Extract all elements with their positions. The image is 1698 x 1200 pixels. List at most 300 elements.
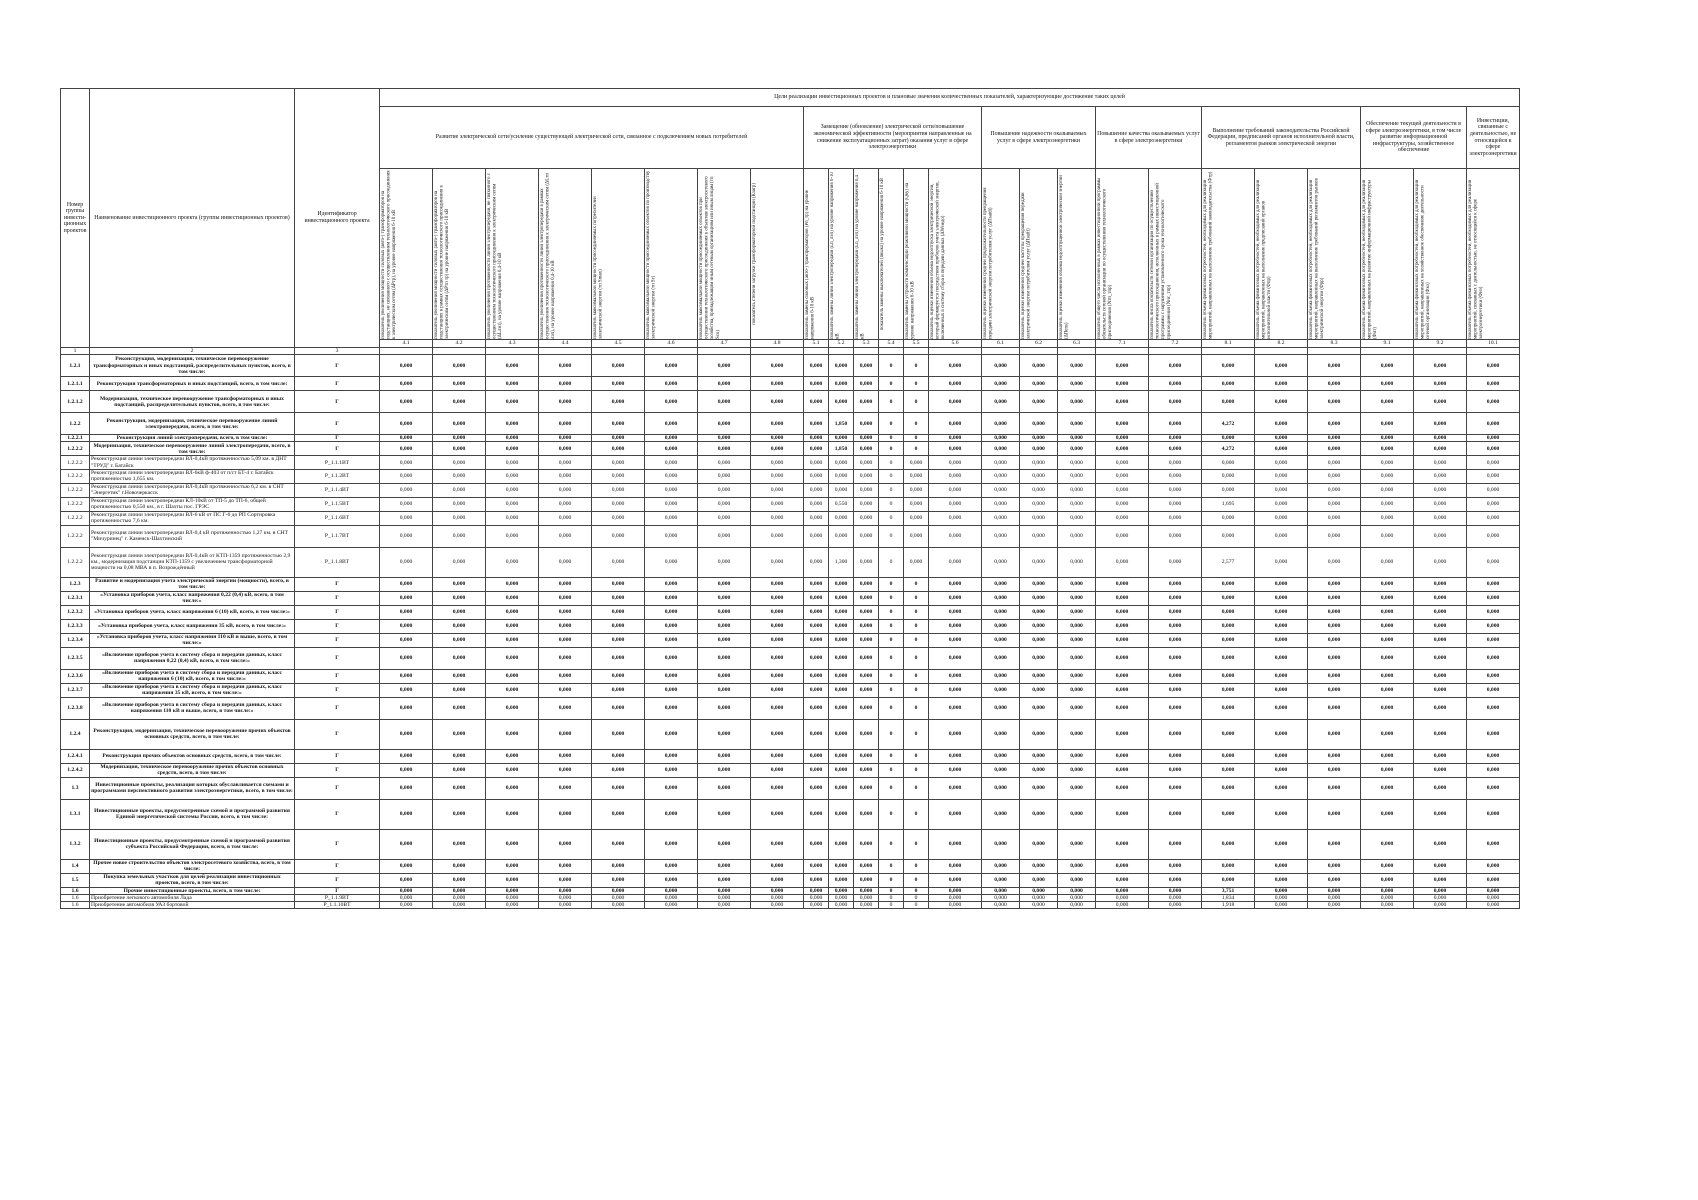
row-value: 0,000 (1414, 633, 1467, 647)
row-number: 1.6 (61, 902, 90, 909)
header-project-name: Наименование инвестиционного проекта (группы инвестиционных проектов) (90, 89, 295, 348)
row-value: 0,000 (982, 435, 1020, 442)
indicator-label: показатель оценки изменения объема недоотпуска электрической энергии, который формируется посредством приборов учета электрической энергии, включенных в систему сбора и передачи данных (ΔWнедо) (930, 181, 947, 339)
row-number: 1.3.1 (61, 799, 90, 829)
row-value: 0,000 (1361, 435, 1414, 442)
row-value: 0,000 (1361, 619, 1414, 633)
row-value: 0,000 (854, 377, 879, 391)
row-value: 0,000 (751, 456, 804, 469)
table-row (61, 442, 1520, 456)
row-value: 0,000 (486, 469, 539, 483)
row-value: 0,000 (1467, 547, 1520, 577)
row-value: 0,000 (1020, 859, 1058, 873)
row-value: 0,000 (982, 829, 1020, 859)
row-value: 0,000 (698, 647, 751, 669)
row-value: 0,000 (539, 511, 592, 525)
row-value: 0,000 (1467, 683, 1520, 697)
row-value: 0,000 (829, 525, 854, 547)
row-value: 0,000 (1202, 873, 1255, 887)
row-value: 0,000 (1414, 355, 1467, 377)
row-value: 0,000 (1255, 605, 1308, 619)
row-value: 0,000 (854, 391, 879, 413)
row-value: 0,000 (1202, 619, 1255, 633)
row-value: 0,000 (1202, 749, 1255, 763)
row-value: 0 (904, 697, 929, 719)
row-value: 0,000 (854, 633, 879, 647)
row-value: 0,000 (751, 591, 804, 605)
row-value: 0,000 (1096, 377, 1149, 391)
row-project-id: Г (295, 683, 380, 697)
row-value: 0,000 (982, 469, 1020, 483)
row-value: 0,000 (1308, 511, 1361, 525)
row-value: 0,000 (904, 483, 929, 497)
column-number-spacer (1308, 348, 1361, 355)
row-value: 0,000 (1149, 895, 1202, 902)
row-value: 0,000 (539, 859, 592, 873)
row-project-name: Модернизация, техническое перевооружение трансформаторных и иных подстанций, распределительных пунктов, всего, в том числе: (90, 391, 295, 413)
row-value: 0,000 (1308, 469, 1361, 483)
row-value: 0,000 (592, 525, 645, 547)
row-value: 0,000 (1467, 763, 1520, 777)
row-value: 0,000 (1058, 469, 1096, 483)
row-value: 0,000 (539, 605, 592, 619)
row-value: 0,000 (829, 895, 854, 902)
row-value: 0,000 (1255, 497, 1308, 511)
row-value: 0,000 (486, 683, 539, 697)
row-value: 0,000 (1020, 669, 1058, 683)
row-value: 0,000 (1058, 873, 1096, 887)
row-value: 0,000 (1058, 547, 1096, 577)
indicator-label: показатель объема финансовых потребностей, необходимых для реализации мероприятий, направленных на хозяйственное обеспечение деятельности сетевой организации (Фхо) (1415, 179, 1432, 339)
row-project-name: Реконструкция линии электропередачи ВЛ-0,4кВ протяженностью 6,2 км. в СНТ "Энергетик" г.Новочеркасск (90, 483, 295, 497)
row-value: 0,000 (854, 456, 879, 469)
indicator-number: 5.1 (804, 340, 829, 348)
row-value: 0,000 (380, 591, 433, 605)
row-value: 0,000 (804, 355, 829, 377)
indicator-number: 8.1 (1202, 340, 1255, 348)
row-project-name: «Включение приборов учета в систему сбора и передачи данных, класс напряжения 110 кВ и выше, всего, в том числе:» (90, 697, 295, 719)
row-value: 0,000 (433, 749, 486, 763)
row-project-name: «Установка приборов учета, класс напряжения 110 кВ и выше, всего, в том числе:» (90, 633, 295, 647)
row-value: 0 (879, 763, 904, 777)
row-value: 0,000 (539, 895, 592, 902)
table-row (61, 669, 1520, 683)
row-project-name: Инвестиционные проекты, предусмотренные схемой и программой развития Единой энергетической системы России, всего, в том числе: (90, 799, 295, 829)
row-value: 0,000 (929, 525, 982, 547)
row-value: 0,000 (1361, 719, 1414, 749)
row-value: 0,000 (698, 799, 751, 829)
row-value: 0,000 (592, 435, 645, 442)
row-value: 0,000 (1149, 902, 1202, 909)
row-value: 0,000 (1414, 902, 1467, 909)
row-project-id: P_1.1.8ВТ (295, 547, 380, 577)
row-value: 0,000 (1414, 873, 1467, 887)
row-value: 0,000 (929, 683, 982, 697)
row-value: 0,000 (1058, 483, 1096, 497)
row-value: 0,000 (1255, 547, 1308, 577)
indicator-header (1096, 169, 1149, 340)
row-project-id: Г (295, 355, 380, 377)
row-number: 1.2.2.2 (61, 547, 90, 577)
row-value: 0,000 (854, 895, 879, 902)
row-value: 0,000 (829, 355, 854, 377)
row-value: 0,000 (380, 777, 433, 799)
row-value: 0,000 (982, 483, 1020, 497)
row-value: 0,000 (486, 749, 539, 763)
row-value: 0,000 (1020, 697, 1058, 719)
row-value: 0,000 (1308, 435, 1361, 442)
row-value: 0,000 (592, 605, 645, 619)
row-value: 0,000 (486, 777, 539, 799)
table-row (61, 483, 1520, 497)
row-project-id: Г (295, 719, 380, 749)
table-row (61, 887, 1520, 894)
row-value: 0,000 (433, 647, 486, 669)
row-value: 0,000 (698, 413, 751, 435)
row-project-name: «Включение приборов учета в систему сбора и передачи данных, класс напряжения 35 кВ, всего, в том числе:» (90, 683, 295, 697)
row-value: 0,000 (804, 391, 829, 413)
row-value: 0,000 (539, 619, 592, 633)
row-value: 0,000 (1467, 605, 1520, 619)
row-value: 0,000 (982, 763, 1020, 777)
table-row (61, 413, 1520, 435)
row-value: 0,000 (1058, 829, 1096, 859)
row-value: 0,000 (854, 469, 879, 483)
indicator-number: 4.7 (698, 340, 751, 348)
table-row (61, 355, 1520, 377)
row-value: 0,000 (1255, 442, 1308, 456)
row-value: 0,000 (433, 377, 486, 391)
row-value: 0,000 (854, 591, 879, 605)
indicator-header (1020, 169, 1058, 340)
row-value: 0,000 (645, 619, 698, 633)
row-value: 0,000 (380, 511, 433, 525)
row-number: 1.2.2 (61, 413, 90, 435)
row-number: 1.2.3.4 (61, 633, 90, 647)
row-value: 0,000 (1058, 355, 1096, 377)
row-value: 0,000 (751, 633, 804, 647)
row-number: 1.2.3.5 (61, 647, 90, 669)
row-value: 0,000 (1020, 511, 1058, 525)
row-value: 0,000 (1255, 525, 1308, 547)
row-value: 0,000 (698, 873, 751, 887)
row-value: 0,000 (804, 763, 829, 777)
row-value: 0,000 (854, 719, 879, 749)
row-value: 0,000 (1308, 697, 1361, 719)
row-value: 0,000 (1361, 469, 1414, 483)
row-value: 0,000 (929, 435, 982, 442)
row-value: 0,000 (929, 577, 982, 591)
row-value: 0,000 (982, 859, 1020, 873)
row-value: 0,000 (929, 442, 982, 456)
row-project-name: «Включение приборов учета в систему сбора и передачи данных, класс напряжения 6 (10) кВ, всего, в том числе:» (90, 669, 295, 683)
row-value: 0,000 (592, 799, 645, 829)
row-value: 0,000 (1058, 697, 1096, 719)
row-value: 0,000 (645, 525, 698, 547)
row-value: 0,000 (929, 829, 982, 859)
row-value: 0,000 (1308, 887, 1361, 894)
row-value: 0,000 (380, 749, 433, 763)
row-value: 0,000 (1020, 377, 1058, 391)
row-value: 0,000 (1255, 456, 1308, 469)
row-value: 0,000 (1255, 697, 1308, 719)
row-value: 0,000 (982, 777, 1020, 799)
row-value: 0,000 (380, 633, 433, 647)
indicator-number: 6.1 (982, 340, 1020, 348)
row-value: 0,000 (1467, 895, 1520, 902)
column-number: 1 (61, 348, 90, 355)
row-value: 0,000 (1020, 799, 1058, 829)
row-value: 0,000 (1308, 525, 1361, 547)
row-value: 0,000 (433, 355, 486, 377)
row-value: 0,000 (1361, 577, 1414, 591)
row-value: 0 (904, 435, 929, 442)
row-value: 0,000 (1361, 697, 1414, 719)
row-value: 0,000 (592, 469, 645, 483)
row-value: 0,000 (486, 647, 539, 669)
row-value: 0,000 (1058, 391, 1096, 413)
row-value: 0,000 (1308, 683, 1361, 697)
row-value: 0,000 (1255, 669, 1308, 683)
row-value: 0,000 (645, 719, 698, 749)
row-value: 0,000 (904, 469, 929, 483)
row-value: 0,000 (751, 647, 804, 669)
row-value: 0,000 (1096, 483, 1149, 497)
row-value: 0,000 (433, 895, 486, 902)
indicator-label: показатель оценки изменения объема недоотпущенной электрической энергии (ΔПens) (1059, 175, 1070, 339)
column-number-spacer (1414, 348, 1467, 355)
row-number: 1.2.3.2 (61, 605, 90, 619)
row-value: 0,000 (1058, 525, 1096, 547)
row-value: 0,000 (1414, 763, 1467, 777)
row-value: 0,000 (804, 456, 829, 469)
row-project-name: Реконструкция трансформаторных и иных подстанций, всего, в том числе: (90, 377, 295, 391)
row-value: 0,000 (645, 697, 698, 719)
column-number-spacer (982, 348, 1020, 355)
row-value: 0,000 (854, 799, 879, 829)
row-value: 0,000 (1020, 902, 1058, 909)
row-value: 0,000 (854, 829, 879, 859)
row-project-name: «Установка приборов учета, класс напряжения 35 кВ, всего, в том числе:» (90, 619, 295, 633)
row-value: 0,000 (804, 483, 829, 497)
row-value: 0,000 (982, 697, 1020, 719)
row-project-id: Г (295, 829, 380, 859)
row-value: 0,000 (1361, 413, 1414, 435)
table-row (61, 391, 1520, 413)
row-value: 0,000 (486, 435, 539, 442)
row-value: 0,000 (380, 719, 433, 749)
row-value: 0,000 (1414, 377, 1467, 391)
row-value: 0,000 (1467, 497, 1520, 511)
row-value: 0,000 (645, 829, 698, 859)
row-value: 0,000 (1255, 719, 1308, 749)
row-value: 0,000 (804, 829, 829, 859)
row-value: 0,000 (804, 577, 829, 591)
row-value: 0,000 (539, 469, 592, 483)
row-value: 0,000 (1361, 605, 1414, 619)
row-value: 0,000 (804, 697, 829, 719)
row-value: 0 (879, 442, 904, 456)
row-value: 0,000 (1361, 873, 1414, 887)
row-value: 0,000 (929, 647, 982, 669)
row-value: 0,000 (592, 887, 645, 894)
indicator-number: 5.5 (904, 340, 929, 348)
row-number: 1.2.3.6 (61, 669, 90, 683)
column-number: 3 (295, 348, 380, 355)
indicator-label: показатель замены выключателей (nвыкл) на уровне напряжения 6-10 кВ (880, 177, 885, 331)
row-value: 0,000 (433, 413, 486, 435)
row-value: 0,000 (1308, 619, 1361, 633)
row-value: 0,000 (1149, 683, 1202, 697)
row-value: 0 (879, 859, 904, 873)
row-value: 0,000 (929, 669, 982, 683)
column-number-spacer (1149, 348, 1202, 355)
row-value: 0,000 (929, 619, 982, 633)
row-value: 0,000 (1149, 391, 1202, 413)
row-value: 0,000 (1020, 647, 1058, 669)
row-value: 0,000 (829, 697, 854, 719)
table-row (61, 435, 1520, 442)
row-value: 0,000 (380, 799, 433, 829)
row-value: 0,000 (539, 377, 592, 391)
row-value: 0,000 (829, 591, 854, 605)
row-value: 0,000 (1096, 435, 1149, 442)
row-value: 0,000 (929, 777, 982, 799)
row-project-name: Реконструкция, модернизация, техническое перевооружение прочих объектов основных средств, всего, в том числе: (90, 719, 295, 749)
row-value: 0,000 (592, 547, 645, 577)
row-value: 0,000 (486, 547, 539, 577)
row-value: 0,000 (539, 887, 592, 894)
row-value: 0,000 (380, 873, 433, 887)
row-value: 0,000 (1149, 497, 1202, 511)
row-value: 0,000 (539, 525, 592, 547)
row-project-id: Г (295, 887, 380, 894)
row-project-id: Г (295, 619, 380, 633)
row-project-name: Приобретение автомобиля УАЗ бортовой (90, 902, 295, 909)
row-value: 0,000 (854, 435, 879, 442)
row-value: 0,000 (698, 456, 751, 469)
investment-program-sheet (60, 88, 1520, 909)
column-number-spacer (1361, 348, 1414, 355)
row-value: 0,000 (1020, 547, 1058, 577)
row-value: 0,000 (1308, 799, 1361, 829)
row-project-id: P_1.1.7ВТ (295, 525, 380, 547)
row-value: 0 (904, 873, 929, 887)
row-value: 0,000 (380, 435, 433, 442)
row-value: 0 (879, 355, 904, 377)
row-value: 0,000 (539, 355, 592, 377)
table-row (61, 547, 1520, 577)
row-project-id: Г (295, 799, 380, 829)
indicator-number: 9.1 (1361, 340, 1414, 348)
row-value: 0,000 (1149, 873, 1202, 887)
row-value: 0,000 (433, 763, 486, 777)
row-value: 0,000 (929, 749, 982, 763)
row-value: 0,000 (854, 749, 879, 763)
row-value: 0,000 (1020, 413, 1058, 435)
row-value: 0,000 (1414, 887, 1467, 894)
row-value: 0,000 (433, 619, 486, 633)
row-value: 0,000 (1149, 469, 1202, 483)
indicator-header (433, 169, 486, 340)
row-value: 0,000 (380, 605, 433, 619)
row-value: 0,000 (829, 633, 854, 647)
row-value: 0,000 (804, 633, 829, 647)
row-value: 0,000 (1020, 577, 1058, 591)
row-value: 0,000 (486, 605, 539, 619)
row-value: 0,000 (982, 647, 1020, 669)
row-value: 0,000 (751, 577, 804, 591)
row-value: 0,000 (1255, 355, 1308, 377)
row-value: 0,000 (982, 887, 1020, 894)
row-value: 0,000 (982, 377, 1020, 391)
row-value: 0,000 (486, 895, 539, 902)
row-value: 0,000 (486, 859, 539, 873)
row-number: 1.3 (61, 777, 90, 799)
row-project-id: Г (295, 633, 380, 647)
row-number: 1.2.1 (61, 355, 90, 377)
row-value: 0,000 (804, 511, 829, 525)
indicator-header (879, 169, 904, 340)
row-value: 0,000 (1255, 859, 1308, 873)
row-number: 1.2.1.2 (61, 391, 90, 413)
row-value: 0,000 (1308, 377, 1361, 391)
row-value: 0 (879, 435, 904, 442)
row-value: 0,000 (804, 799, 829, 829)
indicator-number: 6.3 (1058, 340, 1096, 348)
row-value: 0,000 (1361, 895, 1414, 902)
row-value: 4,272 (1202, 413, 1255, 435)
row-value: 0,000 (698, 887, 751, 894)
row-value: 0,000 (751, 669, 804, 683)
indicator-label: показатель увеличения протяженности линий электропередачи в рамках осуществления технологического присоединения к электрическим сетям (ΔLтп лэп), на уровне напряжения 0,4-10 кВ (540, 173, 557, 339)
row-value: 0,000 (751, 859, 804, 873)
row-value: 0,000 (539, 497, 592, 511)
row-value: 0,000 (698, 777, 751, 799)
row-value: 0,000 (1255, 895, 1308, 902)
row-value: 0 (879, 799, 904, 829)
row-number: 1.2.1.1 (61, 377, 90, 391)
row-value: 0,000 (1202, 763, 1255, 777)
row-value: 0,000 (698, 525, 751, 547)
row-value: 0,000 (433, 633, 486, 647)
row-number: 1.2.3.8 (61, 697, 90, 719)
row-value: 0,000 (1467, 719, 1520, 749)
indicator-label: показатель числа обязательств сетевой организации по осуществлению технологического присоединения, исполненных в рамках инвестиционной программы с нарушением установленного срока технологического присоединения (Nнс_тпр) (1150, 183, 1172, 339)
row-value: 0,000 (854, 525, 879, 547)
row-value: 0,000 (1361, 591, 1414, 605)
row-value: 0,000 (592, 873, 645, 887)
row-value: 0,000 (1202, 355, 1255, 377)
row-value: 0 (879, 377, 904, 391)
row-value: 0,000 (1255, 763, 1308, 777)
indicator-header (645, 169, 698, 340)
row-value: 0 (879, 887, 904, 894)
row-value: 0,000 (1020, 456, 1058, 469)
row-value: 0,000 (1058, 887, 1096, 894)
row-value: 0,000 (1255, 647, 1308, 669)
row-value: 0,000 (1202, 683, 1255, 697)
row-value: 0,000 (1149, 619, 1202, 633)
row-value: 0,000 (854, 887, 879, 894)
goal-group-header: Развитие электрической сети/усиление существующей электрической сети, связанное с подключением новых потребителей (380, 107, 804, 169)
row-value: 0,000 (380, 619, 433, 633)
indicator-number: 4.8 (751, 340, 804, 348)
row-value: 0,000 (1096, 525, 1149, 547)
row-value: 0,000 (1467, 391, 1520, 413)
row-value: 0,000 (592, 777, 645, 799)
row-number: 1.2.2.1 (61, 435, 90, 442)
